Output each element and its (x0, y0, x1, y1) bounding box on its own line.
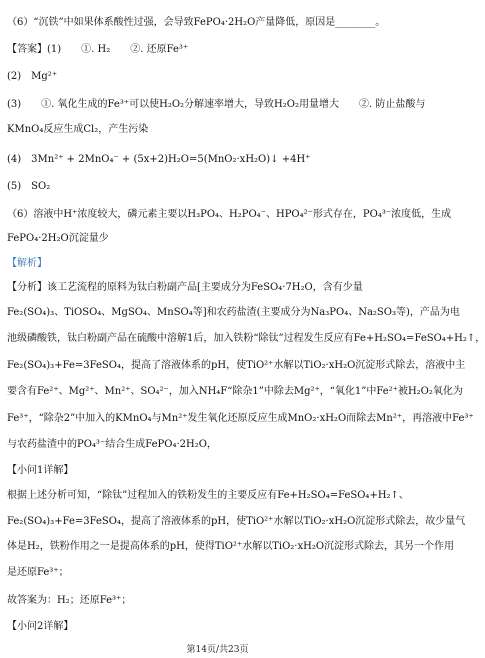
analysis-line-6: Fe³⁺，“除杂2”中加入的KMnO₄与Mn²⁺发生氧化还原反应生成MnO₂·xH₂O而除去Mn²⁺，再溶液中Fe³⁺ (7, 413, 474, 424)
subq-1-line-2: Fe₂(SO₄)₃+Fe=3FeSO₄，提高了溶液体系的pH，使TiO²⁺水解以TiO₂·xH₂O沉淀形式除去，故少量气 (7, 516, 466, 527)
answer-1-line: 【答案】(1) ①. H₂ ②. 还原Fe³⁺ (7, 44, 189, 55)
answer-6-line: （6）溶液中H⁺浓度较大，磷元素主要以H₃PO₄、H₂PO₄⁻、HPO₄²⁻形式存在，PO₄³⁻浓度低，生成 (7, 209, 452, 220)
analysis-line-1: 【分析】该工艺流程的原料为钛白粉副产品[主要成分为FeSO₄·7H₂O，含有少量 (7, 282, 363, 293)
analysis-line-5: 要含有Fe²⁺、Mg²⁺、Mn²⁺、SO₄²⁻，加入NH₄F“除杂1”中除去Mg²⁺，“氧化1”中Fe²⁺被H₂O₂氧化为 (7, 386, 463, 397)
answer-3-line: (3) ①. 氧化生成的Fe³⁺可以使H₂O₂分解速率增大，导致H₂O₂用量增大 ②. 防止盐酸与 (7, 99, 426, 110)
analysis-line-4: Fe₂(SO₄)₃+Fe=3FeSO₄，提高了溶液体系的pH，使TiO²⁺水解以TiO₂·xH₂O沉淀形式除去，溶液中主 (7, 360, 466, 371)
subq-1-heading: 【小问1详解】 (7, 465, 74, 476)
answer-6-line-cont: FePO₄·2H₂O沉淀量少 (7, 233, 109, 244)
answer-5-line: (5) SO₂ (7, 181, 51, 192)
subq-2-heading: 【小问2详解】 (7, 621, 74, 632)
analysis-heading: 【解析】 (7, 258, 47, 269)
answer-3-line-cont: KMnO₄反应生成Cl₂，产生污染 (7, 124, 149, 135)
question-6-line: （6）“沉铁”中如果体系酸性过强，会导致FePO₄·2H₂O产量降低，原因是________。 (7, 17, 386, 28)
subq-1-line-3: 体是H₂，铁粉作用之一是提高体系的pH，使得TiO²⁺水解以TiO₂·xH₂O沉淀形式除去，其另一个作用 (7, 541, 455, 552)
page-number: 第14页/共23页 (186, 645, 249, 655)
analysis-line-7: 与农药盐渣中的PO₄³⁻结合生成FePO₄·2H₂O， (7, 439, 217, 450)
answer-2-line: (2) Mg²⁺ (7, 71, 58, 82)
analysis-line-3: 池级磷酸铁，钛白粉副产品在硫酸中溶解1后，加入铁粉“除钛”过程发生反应有Fe+H₂SO₄=FeSO₄+H₂↑， (7, 333, 485, 344)
subq-1-line-1: 根据上述分析可知，“除钛”过程加入的铁粉发生的主要反应有Fe+H₂SO₄=FeSO₄+H₂↑、 (7, 490, 409, 501)
analysis-line-2: Fe₂(SO₄)₃、TiOSO₄、MgSO₄、MnSO₄等]和农药盐渣(主要成分为Na₃PO₄、Na₂SO₃等)，产品为电 (7, 307, 460, 318)
subq-1-line-4: 是还原Fe³⁺； (7, 567, 69, 578)
subq-1-answer: 故答案为：H₂；还原Fe³⁺； (7, 595, 132, 606)
answer-4-line: (4) 3Mn²⁺ + 2MnO₄⁻ + (5x+2)H₂O=5(MnO₂·xH₂O)↓ +4H⁺ (7, 154, 311, 165)
